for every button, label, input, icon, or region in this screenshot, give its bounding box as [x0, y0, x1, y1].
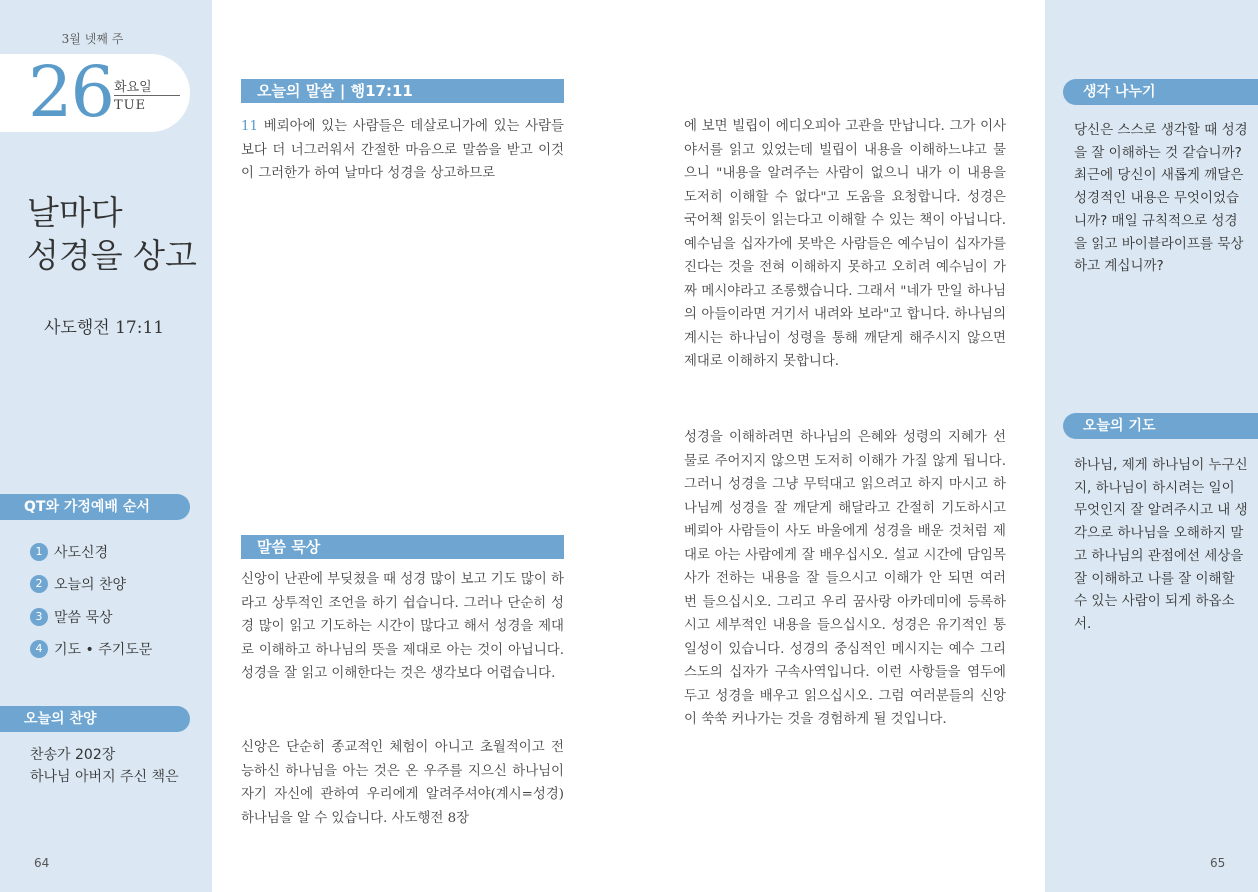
scripture-reference: 사도행전 17:11 — [44, 318, 165, 338]
verse-text: 베뢰아에 있는 사람들은 데살로니가에 있는 사람들보다 더 너그러워서 간절한 마음으로 말씀을 받고 이것이 그러한가 하여 날마다 성경을 상고하므로 — [241, 119, 564, 181]
todays-prayer-text: 하나님, 제게 하나님이 누구신지, 하나님이 하시려는 일이 무엇인지 잘 알려주시고 내 생각으로 하나님을 오해하지 말고 하나님의 관점에선 세상을 잘 이해하고 나를 잘 이해할 수 있는 사람이 되게 하옵소서. — [1074, 457, 1248, 632]
meditation-paragraph-4: 성경을 이해하려면 하나님의 은혜와 성령의 지혜가 선물로 주어지지 않으면 도저히 이해가 가질 않게 됩니다. 그러니 성경을 그냥 무턱대고 읽으려고 하지 마시고 하나님께 성경을 잘 깨닫게 해달라고 간절히 기도하시고 베뢰아 사람들이 사도 바울에게 성경을 배운 것처럼 제대로 아는 사람에게 잘 배우십시오. 설교 시간에 담임목사가 전하는 내용을 잘 들으시고 이해가 안 되면 여러 번 들으십시오. 그리고 우리 꿈사랑 아카데미에 등록하시고 세부적인 내용을 들으십시오. 성경은 유기적인 통일성이 있습니다. 성경의 중심적인 메시지는 예수 그리스도의 십자가 구속사역입니다. 이런 사항들을 염두에 두고 성경을 배우고 읽으십시오. 그럼 여러분들의 신앙이 쑥쑥 커나가는 것을 경험하게 될 것입니다. — [684, 430, 1006, 727]
number-badge-icon: 1 — [30, 543, 48, 561]
day-number: 26 — [28, 51, 114, 133]
order-item — [30, 574, 126, 594]
number-badge-icon: 2 — [30, 575, 48, 593]
page-number-left: 64 — [34, 856, 50, 870]
number-badge-icon: 3 — [30, 608, 48, 626]
meditation-paragraph-1: 신앙이 난관에 부딪쳤을 때 성경 많이 보고 기도 많이 하라고 상투적인 조언을 하기 쉽습니다. 그러나 단순히 성경 많이 읽고 기도하는 시간이 많다고 해서 성경을 제대로 이해하고 하나님의 뜻을 제대로 아는 것이 아닙니다. 성경을 잘 읽고 이해한다는 것은 생각보다 어렵습니다. — [241, 572, 564, 681]
hymn-number: 찬송가 202장 — [30, 747, 116, 763]
share-thoughts-text: 당신은 스스로 생각할 때 성경을 잘 이해하는 것 같습니까? 최근에 당신이 새롭게 깨달은 성경적인 내용은 무엇이었습니까? 매일 규칙적으로 성경을 읽고 바이블라이프를 묵상하고 계십니까? — [1074, 122, 1248, 275]
share-thoughts-heading: 생각 나누기 — [1063, 79, 1258, 105]
week-label: 3월 넷째 주 — [61, 32, 124, 46]
verse-number: 11 — [241, 119, 259, 134]
page-title-line1: 날마다 — [27, 193, 123, 232]
meditation-heading: 말씀 묵상 — [241, 535, 564, 559]
meditation-paragraph-3: 에 보면 빌립이 에디오피아 고관을 만납니다. 그가 이사야서를 읽고 있었는데 빌립이 내용을 이해하느냐고 물으니 "내용을 알려주는 사람이 없으니 내가 이 내용을 도저히 이해할 수 없다"고 도움을 요청합니다. 성경은 국어책 읽듯이 읽는다고 이해할 수 있는 책이 아닙니다. 예수님을 십자가에 못박은 사람들은 예수님이 십자가를 진다는 것을 전혀 이해하지 못하고 오히려 예수님이 가짜 메시야라고 조롱했습니다. 그래서 "네가 만일 하나님의 아들이라면 거기서 내려와 보라"고 합니다. 하나님의 계시는 하나님이 성령을 통해 깨닫게 해주시지 않으면 제대로 이해하지 못합니다. — [684, 119, 1006, 369]
weekday-divider — [114, 95, 180, 96]
order-item — [30, 639, 152, 659]
todays-word-heading: 오늘의 말씀 | 행17:11 — [241, 79, 564, 103]
page-title-line2: 성경을 상고 — [27, 236, 197, 275]
order-item — [30, 607, 113, 627]
scripture-verse — [241, 115, 564, 186]
order-item-label: 말씀 묵상 — [54, 610, 113, 626]
todays-prayer-heading: 오늘의 기도 — [1063, 413, 1258, 439]
weekday-english: TUE — [114, 98, 147, 113]
hymn-heading: 오늘의 찬양 — [0, 706, 190, 732]
hymn-title: 하나님 아버지 주신 책은 — [30, 769, 179, 785]
order-item-label: 사도신경 — [54, 545, 109, 561]
page-number-right: 65 — [1210, 856, 1226, 870]
order-item-label: 기도 • 주기도문 — [54, 642, 153, 658]
weekday-korean: 화요일 — [114, 80, 152, 95]
meditation-paragraph-2: 신앙은 단순히 종교적인 체험이 아니고 초월적이고 전능하신 하나님을 아는 것은 온 우주를 지으신 하나님이 자기 자신에 관하여 우리에게 알려주셔야(계시=성경) 하나님을 알 수 있습니다. 사도행전 8장 — [241, 740, 564, 826]
order-heading: QT와 가정예배 순서 — [0, 494, 190, 520]
order-item — [30, 542, 108, 562]
order-item-label: 오늘의 찬양 — [54, 577, 127, 593]
number-badge-icon: 4 — [30, 640, 48, 658]
